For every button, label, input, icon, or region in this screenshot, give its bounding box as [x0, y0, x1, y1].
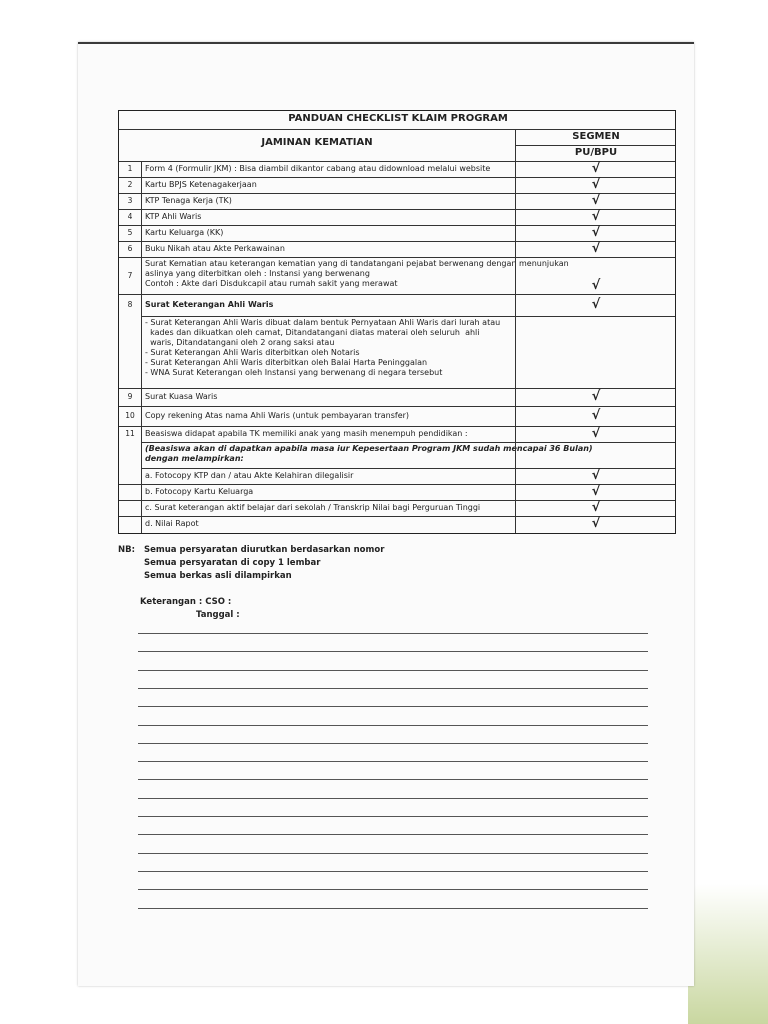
checkmark-icon: √	[591, 161, 601, 176]
requirement-line: - Surat Keterangan Ahli Waris dibuat dalam bentuk Pernyataan Ahli Waris dari lurah atau	[145, 318, 501, 327]
writing-line	[138, 688, 648, 689]
requirement-line: - Surat Keterangan Ahli Waris diterbitkan oleh Notaris	[145, 348, 360, 357]
requirement-text	[145, 444, 593, 468]
table-row	[119, 388, 677, 406]
table-row	[119, 193, 677, 209]
checkmark-icon: √	[591, 408, 601, 423]
note-1: Semua persyaratan diurutkan berdasarkan nomor	[144, 545, 385, 555]
table-title: PANDUAN CHECKLIST KLAIM PROGRAM	[288, 113, 508, 124]
writing-line	[138, 651, 648, 652]
writing-line	[138, 834, 648, 835]
checkmark-icon: √	[591, 225, 601, 240]
requirement-line: kades dan dikuatkan oleh camat, Ditandatangani diatas materai oleh seluruh ahli	[145, 328, 480, 337]
checkmark-icon: √	[591, 516, 601, 531]
checkmark-icon: √	[591, 500, 601, 515]
row-number: 2	[127, 180, 133, 189]
table-row	[119, 225, 677, 241]
table-row	[119, 177, 677, 193]
checkmark-icon: √	[591, 297, 601, 312]
writing-line	[138, 889, 648, 890]
document-page	[78, 42, 694, 986]
keterangan-label: Keterangan : CSO :	[140, 597, 232, 607]
writing-line	[138, 761, 648, 762]
writing-line	[138, 670, 648, 671]
table-row	[119, 406, 677, 426]
row-number	[119, 347, 141, 357]
writing-line	[138, 725, 648, 726]
requirement-text	[145, 318, 511, 388]
writing-line	[138, 743, 648, 744]
requirement-text: d. Nilai Rapot	[145, 519, 199, 528]
row-number: 6	[127, 244, 133, 253]
row-number: 4	[127, 212, 133, 221]
row-number: 5	[127, 228, 133, 237]
writing-line	[138, 816, 648, 817]
requirement-text: c. Surat keterangan aktif belajar dari sekolah / Transkrip Nilai bagi Perguruan Tinggi	[145, 503, 481, 512]
table-row	[119, 257, 677, 294]
background-table-surface	[688, 884, 768, 1024]
table-row	[119, 241, 677, 257]
requirement-line: aslinya yang diterbitkan oleh : Instansi yang berwenang	[145, 269, 370, 278]
requirement-text	[145, 259, 569, 294]
row-number: 1	[127, 164, 133, 173]
checkmark-icon: √	[591, 468, 601, 483]
table-row	[119, 516, 677, 532]
requirement-text: Surat Kuasa Waris	[145, 392, 218, 401]
requirement-line: Surat Kematian atau keterangan kematian yang di tandatangani pejabat berwenang dengan menunjukan	[145, 259, 569, 268]
requirement-line: (Beasiswa akan di dapatkan apabila masa iur Kepesertaan Program JKM sudah mencapai 36 Bulan)	[145, 444, 593, 453]
row-number: 9	[127, 392, 133, 401]
table-row	[119, 426, 677, 442]
row-number: 7	[127, 270, 133, 280]
requirement-text: KTP Tenaga Kerja (TK)	[145, 196, 232, 205]
requirement-text: a. Fotocopy KTP dan / atau Akte Kelahiran dilegalisir	[145, 471, 354, 480]
requirement-line: dengan melampirkan:	[145, 454, 244, 463]
row-number	[119, 503, 141, 513]
tanggal-label: Tanggal :	[196, 610, 240, 620]
requirement-text: Form 4 (Formulir JKM) : Bisa diambil dikantor cabang atau didownload melalui website	[145, 164, 491, 173]
segmen-value: PU/BPU	[574, 147, 618, 158]
nb-label: NB:	[118, 545, 135, 555]
requirement-line: waris, Ditandatangani oleh 2 orang saksi atau	[145, 338, 335, 347]
requirement-text: Copy rekening Atas nama Ahli Waris (untuk pembayaran transfer)	[145, 411, 410, 420]
row-number	[119, 450, 141, 460]
writing-line	[138, 633, 648, 634]
row-number: 8	[127, 300, 133, 309]
checklist-table	[118, 110, 676, 534]
requirement-text: Kartu Keluarga (KK)	[145, 228, 224, 237]
table-row	[119, 209, 677, 225]
checkmark-icon: √	[591, 177, 601, 192]
requirement-line: - Surat Keterangan Ahli Waris diterbitkan oleh Balai Harta Peninggalan	[145, 358, 428, 367]
writing-line	[138, 853, 648, 854]
row-number: 3	[127, 196, 133, 205]
requirement-line: - WNA Surat Keterangan oleh Instansi yang berwenang di negara tersebut	[145, 368, 443, 377]
checkmark-icon: √	[591, 389, 601, 404]
row-number: 10	[125, 411, 135, 420]
row-number: 11	[125, 429, 135, 438]
requirement-text: b. Fotocopy Kartu Keluarga	[145, 487, 254, 496]
table-row	[119, 316, 677, 388]
requirement-text: Kartu BPJS Ketenagakerjaan	[145, 180, 257, 189]
row-number	[119, 519, 141, 529]
requirement-line: Contoh : Akte dari Disdukcapil atau rumah sakit yang merawat	[145, 279, 398, 288]
requirement-text: Surat Keterangan Ahli Waris	[145, 300, 274, 309]
table-row	[119, 442, 677, 468]
requirement-text: Buku Nikah atau Akte Perkawainan	[145, 244, 285, 253]
segmen-label: SEGMEN	[572, 131, 620, 142]
checkmark-icon: √	[591, 484, 601, 499]
note-3: Semua berkas asli dilampirkan	[144, 571, 292, 581]
writing-line	[138, 908, 648, 909]
table-row	[119, 468, 677, 484]
table-row	[119, 500, 677, 516]
row-number	[119, 487, 141, 497]
writing-line	[138, 706, 648, 707]
writing-line	[138, 798, 648, 799]
writing-line	[138, 779, 648, 780]
checkmark-icon: √	[591, 209, 601, 224]
writing-line	[138, 871, 648, 872]
table-row	[119, 161, 677, 177]
row-number	[119, 471, 141, 481]
note-2: Semua persyaratan di copy 1 lembar	[144, 558, 321, 568]
checkmark-icon: √	[591, 193, 601, 208]
checkmark-icon: √	[591, 426, 601, 441]
table-row	[119, 294, 677, 316]
checkmark-icon	[515, 448, 677, 462]
checkmark-icon	[515, 345, 677, 359]
requirement-text: Beasiswa didapat apabila TK memiliki anak yang masih menempuh pendidikan :	[145, 429, 468, 438]
requirement-text: KTP Ahli Waris	[145, 212, 202, 221]
program-name: JAMINAN KEMATIAN	[261, 137, 373, 148]
table-row	[119, 484, 677, 500]
checkmark-icon: √	[591, 241, 601, 256]
checkmark-icon: √	[591, 278, 601, 293]
